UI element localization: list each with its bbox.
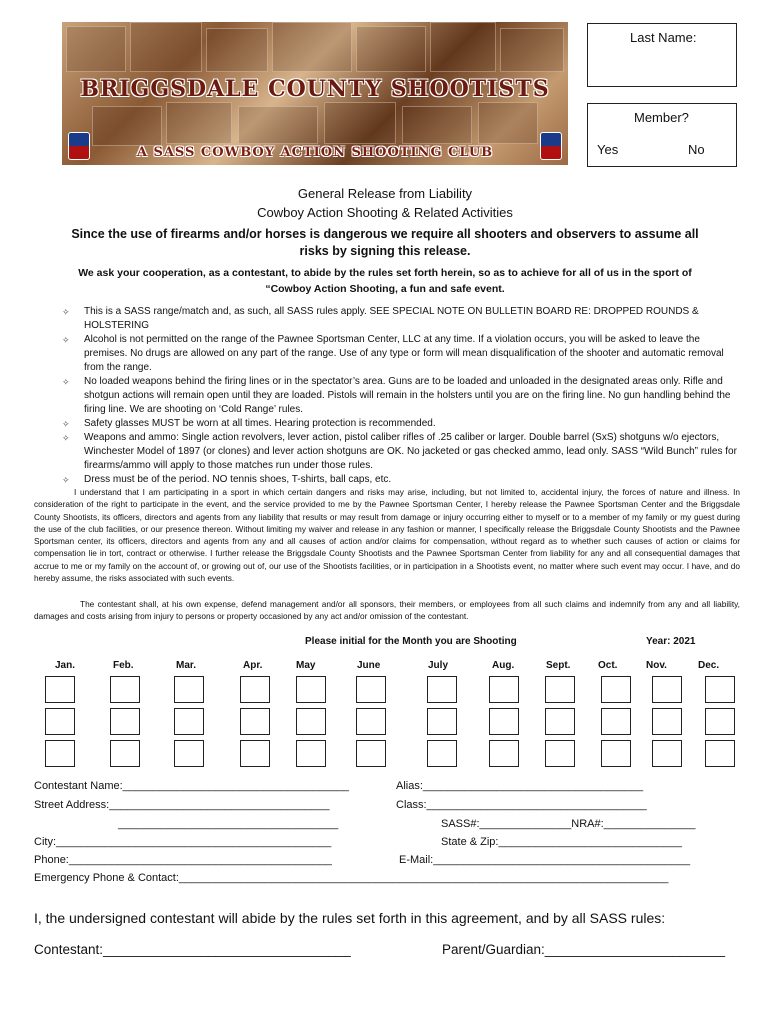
year-label: Year: 2021 [646, 636, 696, 647]
initial-box[interactable] [296, 708, 326, 735]
initial-box[interactable] [356, 708, 386, 735]
bullet-icon: ✧ [62, 433, 70, 443]
indemnify-paragraph: The contestant shall, at his own expense, defend management and/or all sponsors, their members, or employees from all such claims and indemnify from any and all liability, damages and costs arising from injury to persons or property occasioned by any act and/or omission of the contestant. [34, 599, 740, 622]
release-paragraph: I understand that I am participating in a sport in which certain dangers and risks may arise, including, but not limited to, accidental injury, the forces of nature and illness. In consideration of the right to participate in the event, and the service provided to me by the Pawnee Sportsman Center, I hereby release the Pawnee Sportsman Center and the Briggsdale County Shootists, its officers, directors and agents from any liability that results or may result from damage or injury occurring either to myself or to a member of my family or my guest during the use of the club facilities, or our presence thereon. Without limiting my waiver and release in any fashion or manner, I specifically release the Briggsdale County Shootists and the Pawnee Sportsman center, its officers, directors and agents from any and all causes of action and/or claims for compensation, without regard as to whether such causes of action or claims for compensation lie in tort, contract or otherwise. I further release the Briggsdale County Shootists and the Pawnee Sportsman Center from liability for any and all consequential damages that accrue to me or my family on the account of, or growing out of, our use of the Shootists facilities, or in participation in a Shootists event, no matter where such event may occur. I have, and do hereby assume, the risks associated with such events. [34, 487, 740, 584]
list-item: ✧ Alcohol is not permitted on the range of the Pawnee Sportsman Center, LLC at any time. If a violation occurs, you will be asked to leave the premises. No drugs are allowed on any part of the range. Use of any type or form will mean disqualification of the shooter and automatic removal from the range. [62, 334, 724, 373]
contestant-name-field[interactable]: Contestant Name:_____________________________________ [34, 780, 350, 792]
bullet-icon: ✧ [62, 419, 70, 429]
initial-box[interactable] [705, 740, 735, 767]
initial-box[interactable] [110, 676, 140, 703]
bullet-icon: ✧ [62, 335, 70, 345]
initial-box[interactable] [601, 676, 631, 703]
initial-box[interactable] [296, 676, 326, 703]
initial-box[interactable] [240, 740, 270, 767]
initial-box[interactable] [705, 676, 735, 703]
list-item: ✧ No loaded weapons behind the firing lines or in the spectator’s area. Guns are to be loaded and unloaded in the designated areas only. Rifle and shotgun actions will remain open until they are loaded. Pistols will remain in the holsters until you are on the firing line. No gun handling behind the firing line. We are shooting on ‘Cold Range’ rules. [62, 376, 731, 415]
initial-box[interactable] [427, 740, 457, 767]
initial-box[interactable] [174, 740, 204, 767]
initial-box[interactable] [489, 740, 519, 767]
initials-prompt: Please initial for the Month you are Shooting [305, 636, 517, 647]
initial-box[interactable] [45, 740, 75, 767]
month-label: Nov. [646, 660, 667, 671]
month-label: July [428, 660, 449, 671]
list-item: ✧ This is a SASS range/match and, as such, all SASS rules apply. SEE SPECIAL NOTE ON BULLETIN BOARD RE: DROPPED ROUNDS & HOLSTERING [62, 306, 699, 331]
alias-field[interactable]: Alias:____________________________________ [396, 780, 644, 792]
month-label: Dec. [698, 660, 720, 671]
cooperation-note: We ask your cooperation, as a contestant, to abide by the rules set forth herein, so as to achieve for all of us in the sport of “Cowboy Action Shooting, a fun and safe event. [78, 267, 692, 295]
list-item: ✧ Dress must be of the period. NO tennis shoes, T-shirts, ball caps, etc. [62, 474, 392, 485]
initial-box[interactable] [110, 740, 140, 767]
city-field[interactable]: City:_____________________________________________ [34, 836, 332, 848]
risk-warning: Since the use of firearms and/or horses is dangerous we require all shooters and observers to assume all risks by signing this release. [71, 227, 699, 258]
bullet-icon: ✧ [62, 307, 70, 317]
state-zip-field[interactable]: State & Zip:______________________________ [441, 836, 683, 848]
banner-subtitle: A SASS COWBOY ACTION SHOOTING CLUB [136, 145, 494, 160]
sass-nra-field[interactable]: SASS#:_______________NRA#:_______________ [441, 818, 696, 830]
initial-box[interactable] [427, 676, 457, 703]
month-label: Apr. [243, 660, 263, 671]
initial-box[interactable] [601, 740, 631, 767]
street-address-field[interactable]: Street Address:____________________________________ [34, 799, 330, 811]
month-label: May [296, 660, 316, 671]
list-item: ✧ Safety glasses MUST be worn at all times. Hearing protection is recommended. [62, 418, 436, 429]
initial-box[interactable] [240, 708, 270, 735]
club-banner-image [62, 22, 568, 165]
email-field[interactable]: E-Mail:__________________________________________ [399, 854, 691, 866]
initial-box[interactable] [356, 740, 386, 767]
initial-box[interactable] [601, 708, 631, 735]
bullet-icon: ✧ [62, 475, 70, 485]
initial-box[interactable] [545, 708, 575, 735]
release-subtitle: Cowboy Action Shooting & Related Activities [257, 205, 513, 220]
initial-box[interactable] [427, 708, 457, 735]
member-label: Member? [634, 110, 689, 125]
initial-box[interactable] [110, 708, 140, 735]
month-label: June [357, 660, 381, 671]
month-label: Feb. [113, 660, 134, 671]
initial-box[interactable] [652, 676, 682, 703]
initial-box[interactable] [652, 740, 682, 767]
month-label: Mar. [176, 660, 197, 671]
phone-field[interactable]: Phone:___________________________________________ [34, 854, 332, 866]
banner-title: BRIGGSDALE COUNTY SHOOTISTS [80, 76, 550, 102]
month-label: Jan. [55, 660, 76, 671]
rules-list [62, 305, 742, 487]
release-title: General Release from Liability [297, 186, 473, 201]
month-label: Sept. [546, 660, 571, 671]
initial-box[interactable] [296, 740, 326, 767]
month-label: Aug. [492, 660, 515, 671]
initial-box[interactable] [45, 708, 75, 735]
class-field[interactable]: Class:____________________________________ [396, 799, 647, 811]
initial-box[interactable] [545, 676, 575, 703]
street-address-line2-field[interactable]: ____________________________________ [118, 818, 339, 830]
initial-box[interactable] [174, 676, 204, 703]
bullet-icon: ✧ [62, 377, 70, 387]
initial-box[interactable] [705, 708, 735, 735]
initial-box[interactable] [356, 676, 386, 703]
last-name-label: Last Name: [630, 30, 697, 45]
initial-box[interactable] [45, 676, 75, 703]
month-label: Oct. [598, 660, 618, 671]
agreement-statement: I, the undersigned contestant will abide by the rules set forth in this agreement, and by all SASS rules: [34, 910, 666, 926]
initial-box[interactable] [174, 708, 204, 735]
emergency-contact-field[interactable]: Emergency Phone & Contact:________________________________________________________________________________ [34, 872, 669, 884]
contestant-signature-field[interactable]: Contestant:_________________________________ [34, 942, 351, 957]
initial-box[interactable] [489, 708, 519, 735]
parent-guardian-signature-field[interactable]: Parent/Guardian:________________________ [442, 942, 726, 957]
initial-box[interactable] [545, 740, 575, 767]
member-no-option[interactable]: No [688, 142, 705, 157]
initial-box[interactable] [652, 708, 682, 735]
initial-box[interactable] [489, 676, 519, 703]
list-item: ✧ Weapons and ammo: Single action revolvers, lever action, pistol caliber rifles of .25 caliber or larger. Double barrel (SxS) shotguns w/o ejectors, Winchester Model of 1897 (or clones) and lever action shotguns are OK. No jacketed or gas checked ammo, lead only. SASS “Wild Bunch” rules for firearms/ammo will apply to those matches run under those rules. [62, 432, 737, 471]
initial-box[interactable] [240, 676, 270, 703]
member-yes-option[interactable]: Yes [597, 142, 619, 157]
